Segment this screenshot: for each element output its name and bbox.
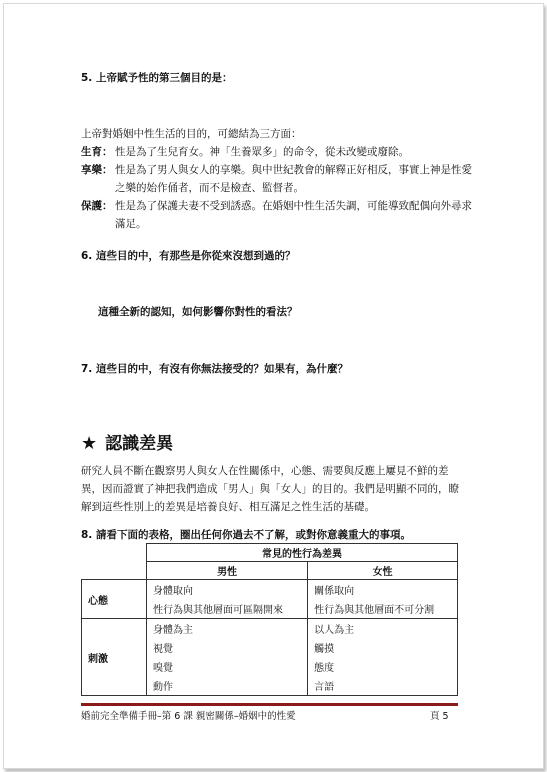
differences-table — [81, 543, 458, 696]
column-header-female: 女性 — [308, 562, 458, 580]
row-header-mindset: 心態 — [82, 580, 147, 619]
section-heading — [81, 429, 173, 454]
purpose-item-protection — [81, 197, 473, 233]
question-6: 6. 這些目的中，有那些是你從來沒想到過的？ — [81, 250, 296, 262]
purpose-label: 生育： — [81, 146, 113, 158]
purpose-text: 性是為了男人與女人的享樂。與中世紀教會的解釋正好相反，事實上神是性愛之樂的始作俑者，而不是檢查、監督者。 — [115, 164, 472, 194]
table-cell: 性行為與其他層面不可分割 — [308, 599, 458, 619]
purpose-label: 保護： — [81, 200, 113, 212]
page-number: 頁 5 — [430, 711, 449, 722]
table-cell: 關係取向 — [308, 580, 458, 600]
column-header-male: 男性 — [147, 562, 308, 580]
table-cell: 視覺 — [147, 638, 308, 657]
purpose-text: 性是為了生兒育女。神「生養眾多」的命令，從未改變或廢除。 — [115, 146, 409, 158]
table-cell: 嗅覺 — [147, 657, 308, 676]
purpose-item-procreation — [81, 143, 473, 161]
table-cell: 身體取向 — [147, 580, 308, 600]
table-cell: 以人為主 — [308, 619, 458, 639]
question-8: 8. 請看下面的表格，圈出任何你過去不了解，或對你意義重大的事項。 — [81, 529, 411, 541]
intro-text: 上帝對婚姻中性生活的目的，可總結為三方面： — [81, 128, 302, 140]
table-cell: 性行為與其他層面可區隔開來 — [147, 599, 308, 619]
row-header-stimulus: 刺激 — [82, 619, 147, 696]
table-row — [82, 619, 458, 639]
table-cell: 言語 — [308, 676, 458, 696]
differences-paragraph: 研究人員不斷在觀察男人與女人在性關係中，心態、需要與反應上屢見不鮮的差異，因而證實了神把我們造成「男人」與「女人」的目的。我們是明顯不同的，瞭解到這些性別上的差異是培養良好、相互滿足之性生活的基礎。 — [81, 465, 459, 513]
star-icon: ★ — [81, 433, 98, 454]
section-title: 認識差異 — [105, 434, 174, 454]
purpose-text: 性是為了保護夫妻不受到誘惑。在婚姻中性生活失調，可能導致配偶向外尋求滿足。 — [115, 200, 472, 230]
footer-title: 婚前完全準備手冊–第 6 課 親密關係–婚姻中的性愛 — [81, 711, 296, 722]
table-row — [82, 580, 458, 600]
question-7: 7. 這些目的中，有沒有你無法接受的？如果有，為什麼？ — [81, 363, 348, 375]
table-cell: 動作 — [147, 676, 308, 696]
question-6-followup: 這種全新的認知，如何影響你對性的看法？ — [98, 306, 298, 318]
table-cell: 身體為主 — [147, 619, 308, 639]
purpose-label: 享樂： — [81, 164, 113, 176]
purpose-item-pleasure — [81, 161, 473, 197]
table-cell: 態度 — [308, 657, 458, 676]
footer-rule — [81, 703, 458, 706]
table-cell: 觸摸 — [308, 638, 458, 657]
purpose-list — [81, 143, 473, 233]
question-5: 5. 上帝賦予性的第三個目的是： — [81, 72, 233, 84]
table-title: 常見的性行為差異 — [147, 544, 458, 562]
